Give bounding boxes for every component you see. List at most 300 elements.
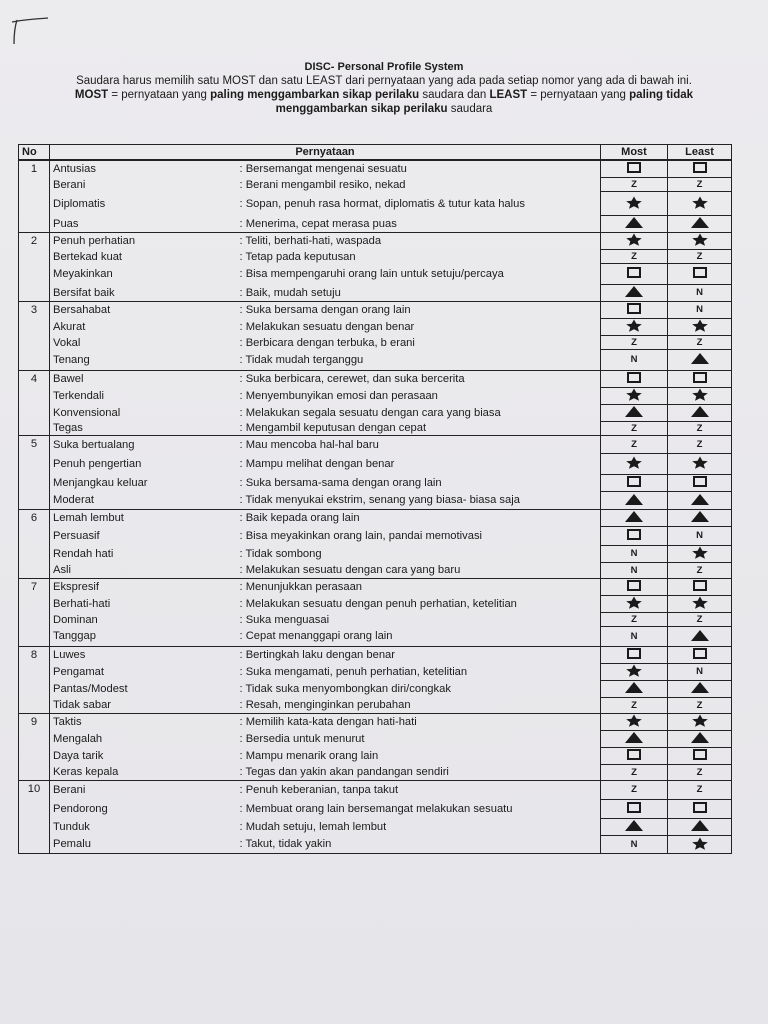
star-icon <box>624 319 644 335</box>
least-symbol-cell <box>668 216 732 233</box>
trait-name: Tidak sabar <box>50 698 234 714</box>
table-row <box>19 647 732 664</box>
statement-text: : Cepat menanggapi orang lain <box>234 627 601 647</box>
trait-name: Keras kepala <box>50 765 234 781</box>
square-icon <box>624 748 644 764</box>
trait-name: Tunduk <box>53 821 90 833</box>
least-symbol-cell <box>668 250 732 264</box>
trait-name: Konvensional <box>53 407 121 419</box>
square-icon <box>624 302 644 318</box>
table-row <box>19 800 732 819</box>
most-symbol-cell <box>601 819 668 836</box>
z-letter-symbol: Z <box>631 438 637 450</box>
triangle-icon <box>624 681 644 697</box>
star-icon <box>690 319 710 335</box>
n-letter-symbol: N <box>630 564 638 576</box>
table-row <box>19 436 732 454</box>
statement-text: : Mau mencoba hal-hal baru <box>234 436 601 454</box>
square-icon <box>690 371 710 387</box>
square-icon <box>690 266 710 282</box>
least-symbol-cell <box>668 233 732 250</box>
group-number: 3 <box>19 302 50 371</box>
statement-text: : Suka mengamati, penuh perhatian, ketelitian <box>234 664 601 681</box>
least-symbol-cell <box>668 319 732 336</box>
most-symbol-cell <box>601 613 668 627</box>
z-letter-symbol: Z <box>631 613 637 625</box>
table-row <box>19 178 732 192</box>
trait-name: Suka bertualang <box>53 438 135 451</box>
z-letter-symbol: Z <box>696 564 703 576</box>
least-symbol-cell <box>668 781 732 800</box>
z-letter-symbol: Z <box>696 613 703 625</box>
square-icon <box>690 647 710 663</box>
most-symbol-cell <box>601 319 668 336</box>
least-symbol-cell <box>668 454 732 475</box>
instruction-emphasis: paling tidak <box>629 89 694 101</box>
group-number: 4 <box>19 371 50 436</box>
least-symbol-cell <box>668 285 732 302</box>
n-letter-symbol: N <box>630 838 638 850</box>
disc-table <box>18 144 732 854</box>
most-symbol-cell <box>601 405 668 422</box>
most-symbol-cell <box>601 454 668 475</box>
most-symbol-cell <box>601 698 668 714</box>
trait-name: Bawel <box>53 373 84 386</box>
trait-name: Rendah hati <box>53 548 114 560</box>
star-icon <box>624 714 644 730</box>
instruction-text: = pernyataan yang <box>527 89 630 101</box>
trait-name: Vokal <box>53 336 81 349</box>
least-symbol-cell <box>668 436 732 454</box>
statement-text: : Suka menguasai <box>234 613 601 627</box>
trait-name: Pendorong <box>53 803 108 815</box>
column-header-least: Least <box>668 145 732 161</box>
least-symbol-cell <box>668 350 732 371</box>
statement-text: : Baik, mudah setuju <box>234 285 601 302</box>
triangle-icon <box>690 629 710 645</box>
document-title: DISC- Personal Profile System <box>304 61 464 73</box>
pen-mark-icon <box>8 14 54 50</box>
most-symbol-cell <box>601 436 668 454</box>
statement-text: : Tetap pada keputusan <box>234 250 601 264</box>
least-symbol-cell <box>668 836 732 854</box>
z-letter-symbol: Z <box>631 422 637 434</box>
group-number: 9 <box>19 714 50 781</box>
statement-text: : Takut, tidak yakin <box>234 836 601 854</box>
trait-name: Ekspresif <box>53 581 100 594</box>
least-symbol-cell <box>668 800 732 819</box>
trait-name: Berhati-hati <box>53 598 111 610</box>
trait-name: Lemah lembut <box>53 512 124 525</box>
least-symbol-cell <box>668 388 732 405</box>
z-letter-symbol: Z <box>696 438 703 450</box>
trait-name: Persuasif <box>53 530 100 542</box>
table-row <box>19 454 732 475</box>
trait-name: Puas <box>50 216 234 233</box>
trait-name: Luwes <box>53 649 86 662</box>
n-letter-symbol: N <box>630 630 638 642</box>
most-symbol-cell <box>601 781 668 800</box>
z-letter-symbol: Z <box>696 784 703 796</box>
statement-text: : Melakukan sesuatu dengan benar <box>234 319 601 336</box>
table-row <box>19 285 732 302</box>
least-symbol-cell <box>668 546 732 563</box>
n-letter-symbol: N <box>630 548 638 560</box>
column-header-no: No <box>19 145 50 161</box>
trait-name: Bersifat baik <box>50 285 234 302</box>
least-symbol-cell <box>668 264 732 285</box>
table-row <box>19 836 732 854</box>
star-icon <box>624 596 644 612</box>
table-row <box>19 698 732 714</box>
trait-name: Terkendali <box>53 390 104 402</box>
most-symbol-cell <box>601 371 668 388</box>
instruction-emphasis: menggambarkan sikap perilaku <box>275 103 448 115</box>
triangle-icon <box>690 510 710 526</box>
least-term: LEAST <box>489 89 528 101</box>
star-icon <box>624 456 644 472</box>
most-symbol-cell <box>601 350 668 371</box>
z-letter-symbol: Z <box>696 336 703 348</box>
most-term: MOST <box>74 89 109 101</box>
table-row <box>19 579 732 596</box>
table-row <box>19 546 732 563</box>
statement-text: : Menunjukkan perasaan <box>234 579 601 596</box>
table-header-row <box>19 145 732 161</box>
statement-text: : Membuat orang lain bersemangat melakukan sesuatu <box>234 800 601 819</box>
statement-text: : Tidak mudah terganggu <box>234 350 601 371</box>
least-symbol-cell <box>668 178 732 192</box>
least-symbol-cell <box>668 371 732 388</box>
trait-name: Penuh perhatian <box>53 235 136 248</box>
statement-text: : Melakukan sesuatu dengan penuh perhatian, ketelitian <box>234 596 601 613</box>
most-symbol-cell <box>601 216 668 233</box>
table-row <box>19 765 732 781</box>
table-row <box>19 192 732 216</box>
triangle-icon <box>624 285 644 301</box>
least-symbol-cell <box>668 731 732 748</box>
instruction-text: = pernyataan yang <box>108 89 211 101</box>
z-letter-symbol: Z <box>631 784 637 796</box>
trait-name: Bersahabat <box>53 304 111 317</box>
least-symbol-cell <box>668 192 732 216</box>
least-symbol-cell <box>668 422 732 436</box>
most-symbol-cell <box>601 192 668 216</box>
star-icon <box>690 233 710 249</box>
triangle-icon <box>690 681 710 697</box>
triangle-icon <box>690 731 710 747</box>
statement-text: : Mudah setuju, lemah lembut <box>234 819 601 836</box>
least-symbol-cell <box>668 748 732 765</box>
least-symbol-cell <box>668 596 732 613</box>
table-row <box>19 302 732 319</box>
statement-text: : Tidak sombong <box>234 546 601 563</box>
triangle-icon <box>624 405 644 421</box>
most-symbol-cell <box>601 250 668 264</box>
least-symbol-cell <box>668 405 732 422</box>
z-letter-symbol: Z <box>631 178 637 190</box>
statement-text: : Penuh keberanian, tanpa takut <box>234 781 601 800</box>
statement-text: : Resah, menginginkan perubahan <box>234 698 601 714</box>
n-letter-symbol: N <box>630 354 638 366</box>
least-symbol-cell <box>668 698 732 714</box>
statement-text: : Mampu menarik orang lain <box>234 748 601 765</box>
least-symbol-cell <box>668 475 732 492</box>
table-row <box>19 527 732 546</box>
table-row <box>19 681 732 698</box>
least-symbol-cell <box>668 627 732 647</box>
least-symbol-cell <box>668 527 732 546</box>
most-symbol-cell <box>601 731 668 748</box>
most-symbol-cell <box>601 302 668 319</box>
triangle-icon <box>624 819 644 835</box>
most-symbol-cell <box>601 336 668 350</box>
trait-name: Berani <box>53 178 86 191</box>
trait-name: Meyakinkan <box>53 268 113 280</box>
z-letter-symbol: Z <box>696 250 703 262</box>
statement-text: : Bersedia untuk menurut <box>234 731 601 748</box>
table-row <box>19 781 732 800</box>
statement-text: : Suka bersama-sama dengan orang lain <box>234 475 601 492</box>
statement-text: : Suka bersama dengan orang lain <box>234 302 601 319</box>
instruction-line-3 <box>20 102 748 116</box>
trait-name: Tenang <box>50 350 234 371</box>
least-symbol-cell <box>668 714 732 731</box>
triangle-icon <box>690 405 710 421</box>
most-symbol-cell <box>601 527 668 546</box>
most-symbol-cell <box>601 664 668 681</box>
statement-text: : Tidak menyukai ekstrim, senang yang biasa- biasa saja <box>234 492 601 510</box>
triangle-icon <box>690 352 710 368</box>
trait-name: Penuh pengertian <box>53 458 142 470</box>
least-symbol-cell <box>668 613 732 627</box>
table-row <box>19 714 732 731</box>
table-row <box>19 492 732 510</box>
z-letter-symbol: Z <box>696 699 703 711</box>
n-letter-symbol: N <box>696 666 703 678</box>
least-symbol-cell <box>668 563 732 579</box>
statement-text: : Melakukan sesuatu dengan cara yang baru <box>234 563 601 579</box>
most-symbol-cell <box>601 714 668 731</box>
least-symbol-cell <box>668 510 732 527</box>
table-row <box>19 388 732 405</box>
table-row <box>19 596 732 613</box>
statement-text: : Bersemangat mengenai sesuatu <box>234 160 601 178</box>
most-symbol-cell <box>601 492 668 510</box>
square-icon <box>624 371 644 387</box>
group-number: 2 <box>19 233 50 302</box>
triangle-icon <box>624 510 644 526</box>
least-symbol-cell <box>668 765 732 781</box>
n-letter-symbol: N <box>696 287 703 299</box>
star-icon <box>624 196 644 212</box>
trait-name: Dominan <box>53 613 98 626</box>
table-row <box>19 613 732 627</box>
statement-text: : Mengambil keputusan dengan cepat <box>234 422 601 436</box>
star-icon <box>690 714 710 730</box>
star-icon <box>690 196 710 212</box>
most-symbol-cell <box>601 647 668 664</box>
statement-text: : Sopan, penuh rasa hormat, diplomatis & tutur kata halus <box>234 192 601 216</box>
triangle-icon <box>624 493 644 509</box>
statement-text: : Menyembunyikan emosi dan perasaan <box>234 388 601 405</box>
table-row <box>19 371 732 388</box>
most-symbol-cell <box>601 475 668 492</box>
instruction-line-2 <box>20 88 748 102</box>
trait-name: Pemalu <box>50 836 234 854</box>
star-icon <box>690 456 710 472</box>
trait-name: Taktis <box>53 716 82 729</box>
square-icon <box>624 161 644 177</box>
least-symbol-cell <box>668 579 732 596</box>
trait-name: Diplomatis <box>53 197 106 210</box>
most-symbol-cell <box>601 627 668 647</box>
most-symbol-cell <box>601 178 668 192</box>
table-row <box>19 336 732 350</box>
statement-text: : Melakukan segala sesuatu dengan cara yang biasa <box>234 405 601 422</box>
star-icon <box>624 388 644 404</box>
trait-name: Tanggap <box>50 627 234 647</box>
least-symbol-cell <box>668 336 732 350</box>
z-letter-symbol: Z <box>631 250 637 262</box>
instruction-emphasis: paling menggambarkan sikap perilaku <box>210 89 420 101</box>
most-symbol-cell <box>601 264 668 285</box>
z-letter-symbol: Z <box>696 178 703 190</box>
table-row <box>19 627 732 647</box>
most-symbol-cell <box>601 579 668 596</box>
n-letter-symbol: N <box>696 304 703 316</box>
z-letter-symbol: Z <box>696 422 703 434</box>
trait-name: Daya tarik <box>53 750 104 762</box>
n-letter-symbol: N <box>696 530 703 542</box>
square-icon <box>690 475 710 491</box>
least-symbol-cell <box>668 647 732 664</box>
instruction-text: saudara <box>447 103 493 115</box>
least-symbol-cell <box>668 160 732 178</box>
most-symbol-cell <box>601 800 668 819</box>
star-icon <box>690 546 710 562</box>
square-icon <box>624 579 644 595</box>
table-row <box>19 422 732 436</box>
statement-text: : Baik kepada orang lain <box>234 510 601 527</box>
instruction-line-1: Saudara harus memilih satu MOST dan satu LEAST dari pernyataan yang ada pada setiap nomor yang ada di bawah ini. <box>76 75 692 87</box>
triangle-icon <box>690 493 710 509</box>
statement-text: : Berani mengambil resiko, nekad <box>234 178 601 192</box>
most-symbol-cell <box>601 422 668 436</box>
table-body <box>19 160 732 854</box>
table-row <box>19 563 732 579</box>
star-icon <box>690 388 710 404</box>
star-icon <box>624 233 644 249</box>
statement-text: : Bertingkah laku dengan benar <box>234 647 601 664</box>
star-icon <box>690 837 710 853</box>
square-icon <box>624 528 644 544</box>
trait-name: Berani <box>53 784 86 797</box>
trait-name: Pengamat <box>53 666 104 678</box>
statement-text: : Teliti, berhati-hati, waspada <box>234 233 601 250</box>
trait-name: Menjangkau keluar <box>53 477 148 489</box>
document-header <box>20 60 748 116</box>
table-row <box>19 475 732 492</box>
most-symbol-cell <box>601 160 668 178</box>
table-row <box>19 510 732 527</box>
group-number: 8 <box>19 647 50 714</box>
table-row <box>19 664 732 681</box>
triangle-icon <box>624 216 644 232</box>
table-row <box>19 731 732 748</box>
star-icon <box>690 596 710 612</box>
triangle-icon <box>690 819 710 835</box>
group-number: 6 <box>19 510 50 579</box>
statement-text: : Menerima, cepat merasa puas <box>234 216 601 233</box>
most-symbol-cell <box>601 546 668 563</box>
statement-text: : Memilih kata-kata dengan hati-hati <box>234 714 601 731</box>
statement-text: : Bisa meyakinkan orang lain, pandai memotivasi <box>234 527 601 546</box>
trait-name: Tegas <box>50 422 234 436</box>
table-row <box>19 350 732 371</box>
triangle-icon <box>624 731 644 747</box>
table-row <box>19 748 732 765</box>
statement-text: : Tidak suka menyombongkan diri/congkak <box>234 681 601 698</box>
square-icon <box>690 579 710 595</box>
table-row <box>19 405 732 422</box>
statement-text: : Suka berbicara, cerewet, dan suka bercerita <box>234 371 601 388</box>
most-symbol-cell <box>601 748 668 765</box>
z-letter-symbol: Z <box>631 336 637 348</box>
table-row <box>19 264 732 285</box>
table-row <box>19 250 732 264</box>
most-symbol-cell <box>601 388 668 405</box>
most-symbol-cell <box>601 233 668 250</box>
least-symbol-cell <box>668 302 732 319</box>
triangle-icon <box>690 216 710 232</box>
square-icon <box>690 801 710 817</box>
trait-name: Mengalah <box>53 733 103 745</box>
group-number: 5 <box>19 436 50 510</box>
least-symbol-cell <box>668 819 732 836</box>
most-symbol-cell <box>601 681 668 698</box>
most-symbol-cell <box>601 765 668 781</box>
z-letter-symbol: Z <box>631 699 637 711</box>
statement-text: : Berbicara dengan terbuka, b erani <box>234 336 601 350</box>
most-symbol-cell <box>601 285 668 302</box>
square-icon <box>690 748 710 764</box>
statement-text: : Tegas dan yakin akan pandangan sendiri <box>234 765 601 781</box>
trait-name: Asli <box>50 563 234 579</box>
most-symbol-cell <box>601 510 668 527</box>
column-header-most: Most <box>601 145 668 161</box>
trait-name: Antusias <box>53 163 96 176</box>
least-symbol-cell <box>668 492 732 510</box>
group-number: 1 <box>19 160 50 233</box>
square-icon <box>690 161 710 177</box>
trait-name: Bertekad kuat <box>53 250 123 263</box>
most-symbol-cell <box>601 596 668 613</box>
table-row <box>19 819 732 836</box>
table-row <box>19 160 732 178</box>
least-symbol-cell <box>668 681 732 698</box>
square-icon <box>624 647 644 663</box>
trait-name: Moderat <box>50 492 234 510</box>
z-letter-symbol: Z <box>631 766 637 778</box>
star-icon <box>624 664 644 680</box>
table-row <box>19 319 732 336</box>
statement-text: : Bisa mempengaruhi orang lain untuk setuju/percaya <box>234 264 601 285</box>
square-icon <box>624 266 644 282</box>
group-number: 10 <box>19 781 50 854</box>
column-header-statement: Pernyataan <box>50 145 601 161</box>
instruction-text: saudara dan <box>419 89 490 101</box>
